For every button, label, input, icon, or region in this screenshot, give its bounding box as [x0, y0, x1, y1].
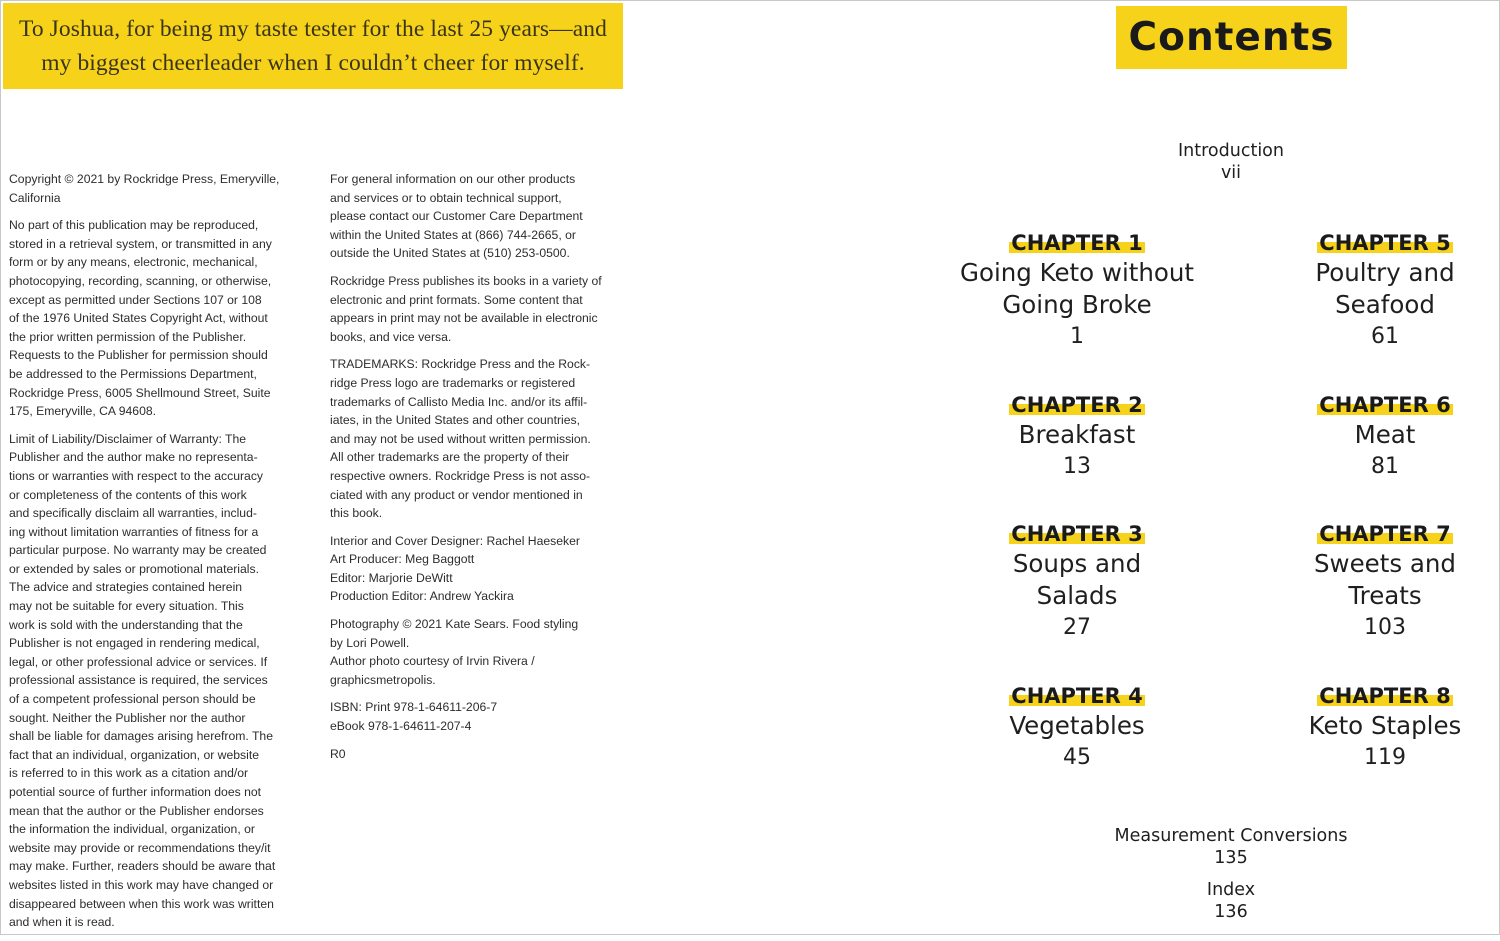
- chapter-page: 27: [1063, 615, 1091, 640]
- copyright-column-left: [9, 170, 299, 941]
- contents-title: Contents: [1128, 15, 1335, 60]
- chapter-title: Poultry and Seafood: [1315, 258, 1455, 319]
- toc-measurement-title: Measurement Conversions: [1114, 826, 1348, 846]
- chapter-page: 81: [1371, 454, 1399, 479]
- contents-title-box: [1116, 6, 1347, 69]
- toc-chapter-2[interactable]: [927, 393, 1227, 483]
- chapter-page: 103: [1364, 615, 1406, 640]
- toc-introduction-title: Introduction: [1178, 141, 1284, 161]
- toc-chapter-7[interactable]: [1235, 522, 1500, 644]
- toc-introduction[interactable]: [1081, 140, 1381, 184]
- dedication-banner: [3, 3, 623, 89]
- trademarks-paragraph: TRADEMARKS: Rockridge Press and the Rock- ridge Press logo are trademarks or registered trademarks of Callisto Media Inc. and/or its affil- iates, in the United States and other countries, and may not be used without written permission. All other trademarks are the property of their respective owners. Rockridge Press is not asso- ciated with any product or vendor mentioned in this book.: [330, 357, 591, 521]
- chapter-title: Meat: [1354, 420, 1416, 449]
- chapter-page: 45: [1063, 745, 1091, 770]
- toc-index[interactable]: [1131, 879, 1331, 923]
- dedication-text: To Joshua, for being my taste tester for the last 25 years—and my biggest cheerleader when I couldn’t cheer for myself.: [19, 16, 607, 76]
- liability-disclaimer: Limit of Liability/Disclaimer of Warranty: The Publisher and the author make no representa- tions or warranties with respect to the accuracy or completeness of the contents of this work and specifically disclaim all warranties, includ- ing without limitation warranties of fitness for a particular purpose. No warranty may be created or extended by sales or promotional materials. The advice and strategies contained herein may not be suitable for every situation. This work is sold with the understanding that the Publisher is not engaged in rendering medical, legal, or other professional advice or services. If professional assistance is required, the services of a competent professional person should be sought. Neither the Publisher nor the author shall be liable for damages arising herefrom. The fact that an individual, organization, or website is referred to in this work as a citation and/or potential source of further information does not mean that the author or the Publisher endorses the information the individual, organization, or website may provide or recommendations they/it may make. Further, readers should be aware that websites listed in this work may have changed or disappeared between when this work was written and when it is read.: [9, 431, 276, 930]
- toc-chapter-1[interactable]: [927, 231, 1227, 353]
- chapter-title: Soups and Salads: [1012, 549, 1142, 610]
- toc-chapter-5[interactable]: [1235, 231, 1500, 353]
- chapter-title: Keto Staples: [1308, 711, 1462, 740]
- copyright-notice: Copyright © 2021 by Rockridge Press, Emeryville, California: [9, 172, 280, 205]
- chapter-title: Sweets and Treats: [1314, 549, 1456, 610]
- toc-chapter-6[interactable]: [1235, 393, 1500, 483]
- chapter-page: 1: [1070, 324, 1084, 349]
- chapter-label: CHAPTER 4: [1011, 684, 1143, 708]
- isbn-block: ISBN: Print 978-1-64611-206-7 eBook 978-1-64611-207-4: [330, 700, 498, 734]
- chapter-label: CHAPTER 5: [1319, 231, 1451, 255]
- photography-credits: Photography © 2021 Kate Sears. Food styling by Lori Powell. Author photo courtesy of Irvin Rivera / graphicsmetropolis.: [330, 617, 579, 687]
- credits-paragraph: Interior and Cover Designer: Rachel Haeseker Art Producer: Meg Baggott Editor: Marjorie DeWitt Production Editor: Andrew Yackira: [330, 533, 580, 604]
- chapter-label: CHAPTER 3: [1011, 522, 1143, 546]
- chapter-page: 61: [1371, 324, 1399, 349]
- chapter-label: CHAPTER 2: [1011, 393, 1143, 417]
- toc-measurement-page: 135: [1214, 848, 1248, 868]
- chapter-page: 119: [1364, 745, 1406, 770]
- reproduction-notice: No part of this publication may be reproduced, stored in a retrieval system, or transmitted in any form or by any means, electronic, mechanical, photocopying, recording, scanning, or otherwise, except as permitted under Sections 107 or 108 of the 1976 United States Copyright Act, without the prior written permission of the Publisher. Requests to the Publisher for permission should be addressed to the Permissions Department, Rockridge Press, 6005 Shellmound Street, Suite 175, Emeryville, CA 94608.: [9, 218, 272, 419]
- chapter-label: CHAPTER 6: [1319, 393, 1451, 417]
- printing-code: R0: [330, 746, 346, 761]
- chapter-title: Going Keto without Going Broke: [959, 258, 1195, 319]
- chapter-label: CHAPTER 7: [1319, 522, 1451, 546]
- toc-chapter-8[interactable]: [1235, 684, 1500, 774]
- toc-introduction-page: vii: [1220, 163, 1242, 183]
- chapter-title: Breakfast: [1018, 420, 1136, 449]
- copyright-column-right: [330, 170, 622, 772]
- formats-paragraph: Rockridge Press publishes its books in a variety of electronic and print formats. Some content that appears in print may not be available in electronic books, and vice versa.: [330, 273, 602, 344]
- toc-chapter-3[interactable]: [927, 522, 1227, 644]
- chapter-label: CHAPTER 8: [1319, 684, 1451, 708]
- chapter-label: CHAPTER 1: [1011, 231, 1143, 255]
- chapter-title: Vegetables: [1009, 711, 1145, 740]
- toc-chapter-4[interactable]: [927, 684, 1227, 774]
- general-info-paragraph: For general information on our other products and services or to obtain technical support, please contact our Customer Care Department within the United States at (866) 744-2665, or outside the United States at (510) 253-0500.: [330, 172, 583, 261]
- chapter-page: 13: [1063, 454, 1091, 479]
- toc-measurement-conversions[interactable]: [1061, 825, 1401, 869]
- toc-index-title: Index: [1206, 880, 1256, 900]
- toc-index-page: 136: [1214, 902, 1248, 922]
